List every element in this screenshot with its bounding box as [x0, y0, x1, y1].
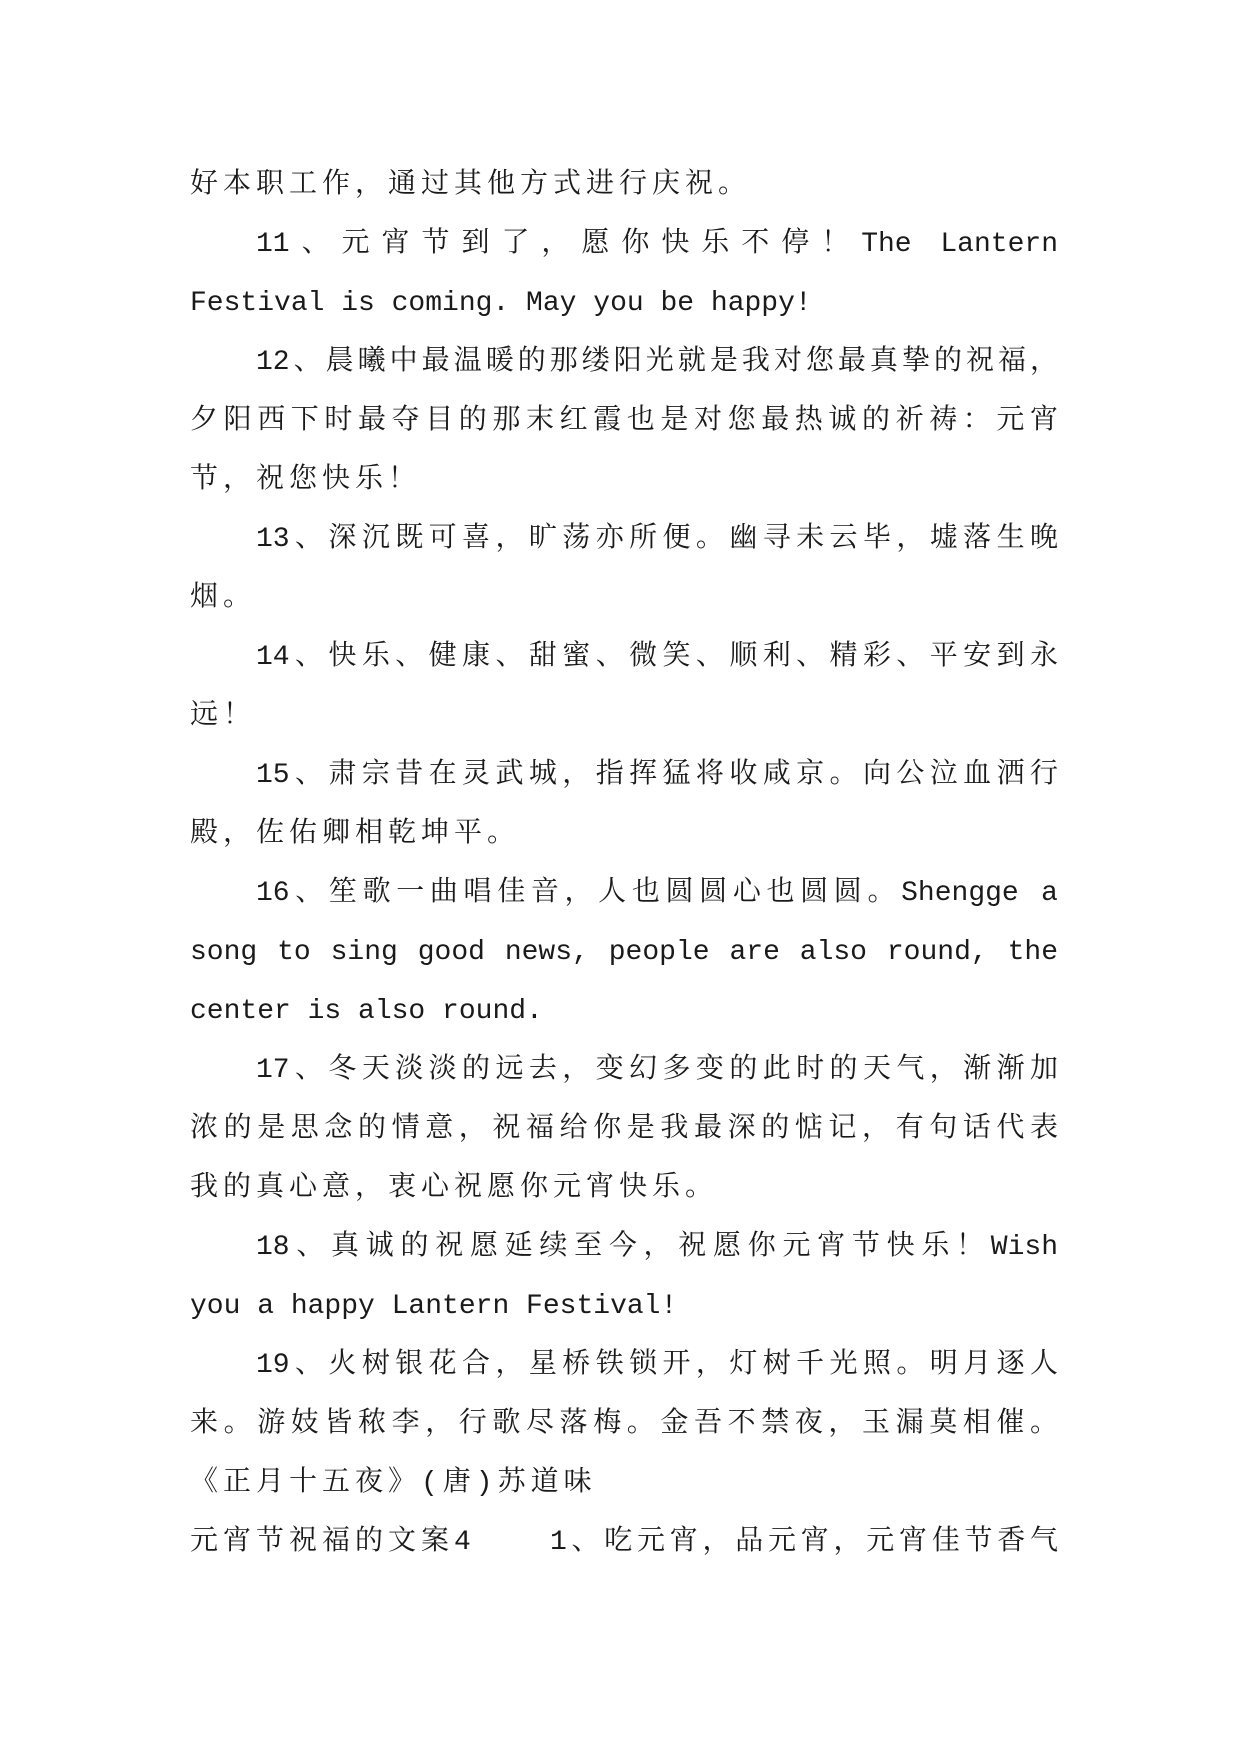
paragraph-12 — [190, 333, 1058, 510]
document-body — [190, 156, 1058, 1572]
text-line: 我的真心意，衷心祝愿你元宵快乐。 — [190, 1173, 719, 1204]
text-line: 17、冬天淡淡的远去，变幻多变的此时的天气，渐渐加 — [256, 1055, 1058, 1086]
text-line: you a happy Lantern Festival! — [190, 1291, 678, 1322]
text-line: 好本职工作，通过其他方式进行庆祝。 — [190, 170, 752, 201]
text-line: 浓的是思念的情意，祝福给你是我最深的惦记，有句话代表 — [190, 1114, 1058, 1145]
text-line: 节，祝您快乐！ — [190, 465, 422, 496]
text-line: 15、肃宗昔在灵武城，指挥猛将收咸京。向公泣血洒行 — [256, 760, 1058, 791]
section-first-item: 1、吃元宵，品元宵，元宵佳节香气 — [550, 1527, 1058, 1558]
text-line: 14、快乐、健康、甜蜜、微笑、顺利、精彩、平安到永 — [256, 642, 1058, 673]
text-line: 18、真诚的祝愿延续至今，祝愿你元宵节快乐！Wish — [256, 1232, 1058, 1263]
paragraph-18 — [190, 1218, 1058, 1336]
paragraph-continuation — [190, 156, 1058, 215]
paragraph-15 — [190, 746, 1058, 864]
text-line: Festival is coming. May you be happy! — [190, 288, 812, 319]
text-line: 13、深沉既可喜，旷荡亦所便。幽寻未云毕，墟落生晚 — [256, 524, 1058, 555]
text-line: 16、笙歌一曲唱佳音，人也圆圆心也圆圆。Shengge a — [256, 878, 1058, 909]
text-line: 殿，佐佑卿相乾坤平。 — [190, 819, 521, 850]
section-start — [190, 1513, 1058, 1572]
paragraph-13 — [190, 510, 1058, 628]
text-line: 远！ — [190, 701, 257, 732]
section-heading: 元宵节祝福的文案4 — [190, 1527, 476, 1558]
poem-citation: 《正月十五夜》(唐)苏道味 — [190, 1468, 597, 1499]
text-line: 12、晨曦中最温暖的那缕阳光就是我对您最真挚的祝福， — [256, 347, 1058, 378]
paragraph-19 — [190, 1336, 1058, 1513]
paragraph-17 — [190, 1041, 1058, 1218]
text-line: 来。游妓皆秾李，行歌尽落梅。金吾不禁夜，玉漏莫相催。 — [190, 1409, 1058, 1440]
text-line: 19、火树银花合，星桥铁锁开，灯树千光照。明月逐人 — [256, 1350, 1058, 1381]
text-line: song to sing good news, people are also round, the — [190, 937, 1058, 968]
text-line: center is also round. — [190, 996, 543, 1027]
text-line: 烟。 — [190, 583, 257, 614]
text-line: 11、元宵节到了，愿你快乐不停！The Lantern — [256, 229, 1058, 260]
paragraph-11 — [190, 215, 1058, 333]
paragraph-16 — [190, 864, 1058, 1041]
paragraph-14 — [190, 628, 1058, 746]
text-line: 夕阳西下时最夺目的那末红霞也是对您最热诚的祈祷：元宵 — [190, 406, 1058, 437]
